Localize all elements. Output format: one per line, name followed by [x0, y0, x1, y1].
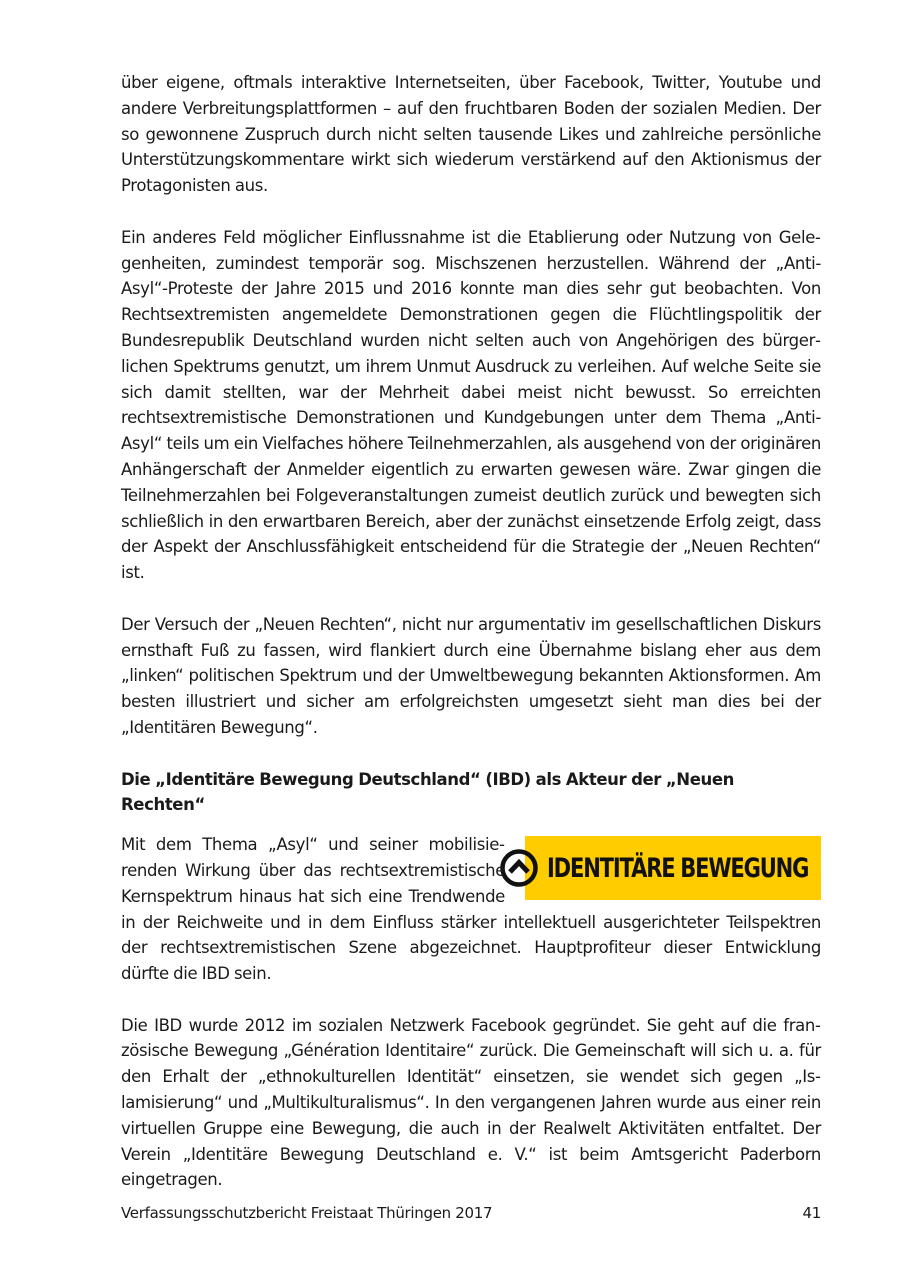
page-footer — [121, 1204, 821, 1222]
paragraph-5: Die IBD wurde 2012 im sozialen Netzwerk Facebook gegründet. Sie geht auf die französische Bewegung „Génération Identitaire“ zurück. Die Gemeinschaft will sich u. a. für den Erhalt der „ethnokulturellen Identität“ einsetzen, sie wendet sich gegen „Islamisierung“ und „Multikulturalismus“. In den vergangenen Jahren wurde aus einer rein virtuellen Gruppe eine Bewegung, die auch in der Realwelt Aktivitäten entfaltet. Der Verein „Identitäre Bewegung Deutschland e. V.“ ist beim Amtsgericht Paderborn eingetragen. — [121, 1015, 821, 1190]
logo-text: IDENTITÄRE BEWEGUNG — [547, 852, 809, 884]
identitaere-bewegung-logo — [525, 836, 821, 900]
paragraph-3: Der Versuch der „Neuen Rechten“, nicht nur argumentativ im gesellschaftlichen Diskurs ernsthaft Fuß zu fassen, wird flankiert durch eine Übernahme bislang eher aus dem „linken“ politischen Spektrum und der Umweltbewegung bekannten Aktionsformen. Am besten illustriert und sicher am erfolgreichsten umgesetzt sieht man dies bei der „Identitären Bewegung“. — [121, 614, 821, 737]
paragraph-1: über eigene, oftmals interaktive Internetseiten, über Facebook, Twitter, Youtube und andere Verbreitungsplattformen – auf den fruchtbaren Boden der sozialen Medien. Der so gewonnene Zuspruch durch nicht selten tausende Likes und zahlreiche persönliche Unterstützungskommentare wirkt sich wiederum verstärkend auf den Aktionismus der Protagonisten aus. — [121, 73, 821, 196]
footer-title: Verfassungsschutzbericht Freistaat Thüringen 2017 — [121, 1204, 493, 1222]
section-heading: Die „Identitäre Bewegung Deutschland“ (IBD) als Akteur der „Neuen Rechten“ — [121, 769, 734, 815]
paragraph-4: Mit dem Thema „Asyl“ und seiner mobilisierenden Wirkung über das rechtsextremistische Kernspektrum hinaus hat sich eine Trendwende in der Reichweite und in dem Einfluss stärker intellektuell ausgerichteter Teilspektren der rechtsextremistischen Szene abgezeichnet. Hauptprofiteur dieser Entwicklung dürfte die IBD sein. — [121, 835, 821, 984]
lambda-circle-icon — [499, 848, 539, 888]
page-number: 41 — [802, 1204, 821, 1222]
paragraph-2: Ein anderes Feld möglicher Einflussnahme ist die Etablierung oder Nutzung von Gelegenheiten, zumindest temporär sog. Mischszenen herzustellen. Während der „Anti-Asyl“-Proteste der Jahre 2015 und 2016 konnte man dies sehr gut beobachten. Von Rechtsextremisten angemeldete Demonstrationen gegen die Flüchtlingspolitik der Bundesrepublik Deutschland wurden nicht selten auch von Angehörigen des bürgerlichen Spektrums genutzt, um ihrem Unmut Ausdruck zu verleihen. Auf welche Seite sie sich damit stellten, war der Mehrheit dabei meist nicht bewusst. So erreichten rechtsextremistische Demonstrationen und Kundgebungen unter dem Thema „Anti-Asyl“ teils um ein Vielfaches höhere Teilnehmerzahlen, als ausgehend von der originären Anhängerschaft der Anmelder eigentlich zu erwarten gewesen wäre. Zwar gingen die Teilnehmerzahlen bei Folgeveranstaltungen zumeist deutlich zurück und bewegten sich schließlich in den erwartbaren Bereich, aber der zunächst einsetzende Erfolg zeigt, dass der Aspekt der Anschlussfähigkeit entscheidend für die Strategie der „Neuen Rechten“ ist. — [121, 227, 821, 583]
page-body — [121, 70, 821, 1219]
